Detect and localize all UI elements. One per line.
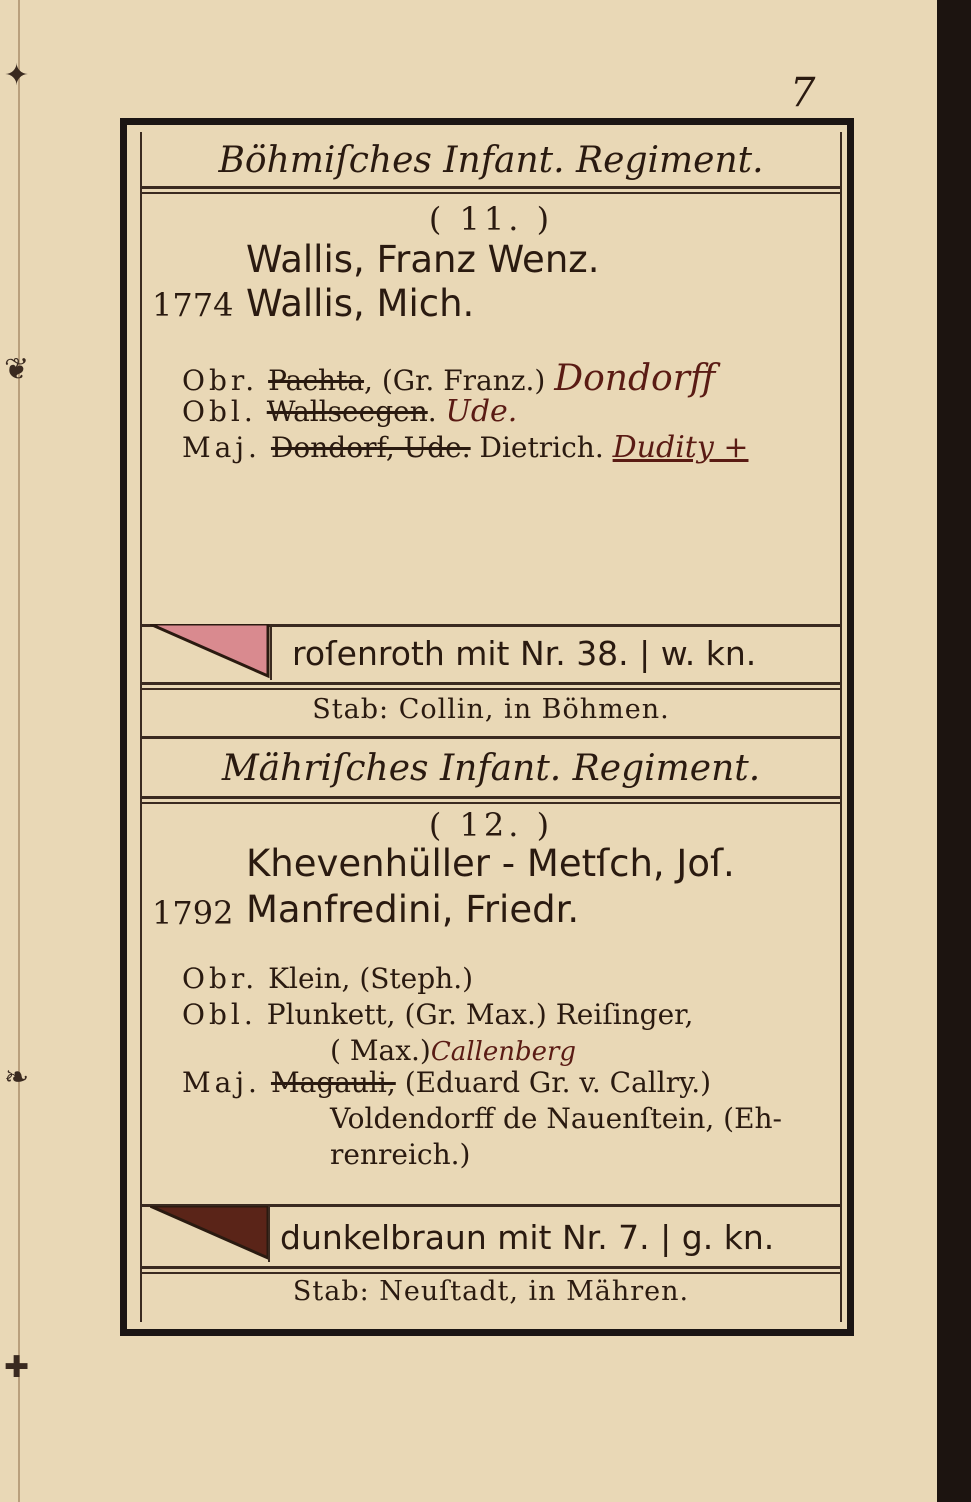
regiment-owner: Wallis, Franz Wenz. [246,238,600,281]
officer-line: Voldendorff de Nauenſtein, (Eh- [330,1102,783,1135]
officer-line: renreich.) [330,1138,471,1171]
officer-line: Obr. Klein, (Steph.) [182,962,474,995]
rule [140,1266,842,1269]
rule [140,736,842,739]
regiment-stab: Stab: Neuſtadt, in Mähren. [292,1276,690,1307]
facing-text: roſenroth mit Nr. 38. | w. kn. [292,634,757,673]
rule [268,1206,270,1262]
regiment-commander: Wallis, Mich. [246,282,475,325]
page-gutter-line [18,0,20,1502]
rule [140,802,842,804]
facing-color-swatch [150,624,270,680]
officer-line: Obl. Wallseegen. Ude. [182,394,518,429]
regiment-title: Böhmiſches Infant. Regiment. [218,140,764,181]
officer-line: Maj. Magauli, (Eduard Gr. v. Callry.) [182,1066,712,1099]
facing-swatch-fill [150,1206,268,1258]
regiment-year: 1774 [152,286,234,324]
ornament-icon: ❦ [4,352,30,387]
regiment-title: Mähriſches Infant. Regiment. [221,748,761,789]
page-number: 7 [790,70,816,116]
rule [140,688,842,690]
rule [270,624,272,680]
officer-line: ( Max.)Callenberg [330,1034,577,1067]
officer-line: Maj. Dondorf, Ude. Dietrich. Dudity + [182,430,749,465]
page-edge-shadow [937,0,971,1502]
regiment-number: ( 12. ) [428,806,554,844]
rule [140,682,842,685]
ornament-icon: ❧ [4,1060,30,1095]
officer-line: Obr. Pachta, (Gr. Franz.) Dondorff [182,358,716,399]
crown-mark-icon: ✦ [4,58,30,93]
rule [140,796,842,799]
officer-line: Obl. Plunkett, (Gr. Max.) Reiſinger, [182,998,694,1031]
pin-mark-icon: ✚ [4,1350,30,1385]
regiment-stab: Stab: Collin, in Böhmen. [312,694,670,725]
regiment-number: ( 11. ) [428,200,554,238]
regiment-owner: Khevenhüller - Metſch, Joſ. [246,842,735,885]
rule [140,192,842,194]
facing-color-swatch [150,1206,270,1262]
rule [140,1272,842,1274]
facing-swatch-fill [150,624,268,676]
rule [140,186,842,189]
regiment-year: 1792 [152,894,234,932]
regiment-commander: Manfredini, Friedr. [246,888,580,931]
facing-text: dunkelbraun mit Nr. 7. | g. kn. [280,1218,775,1257]
